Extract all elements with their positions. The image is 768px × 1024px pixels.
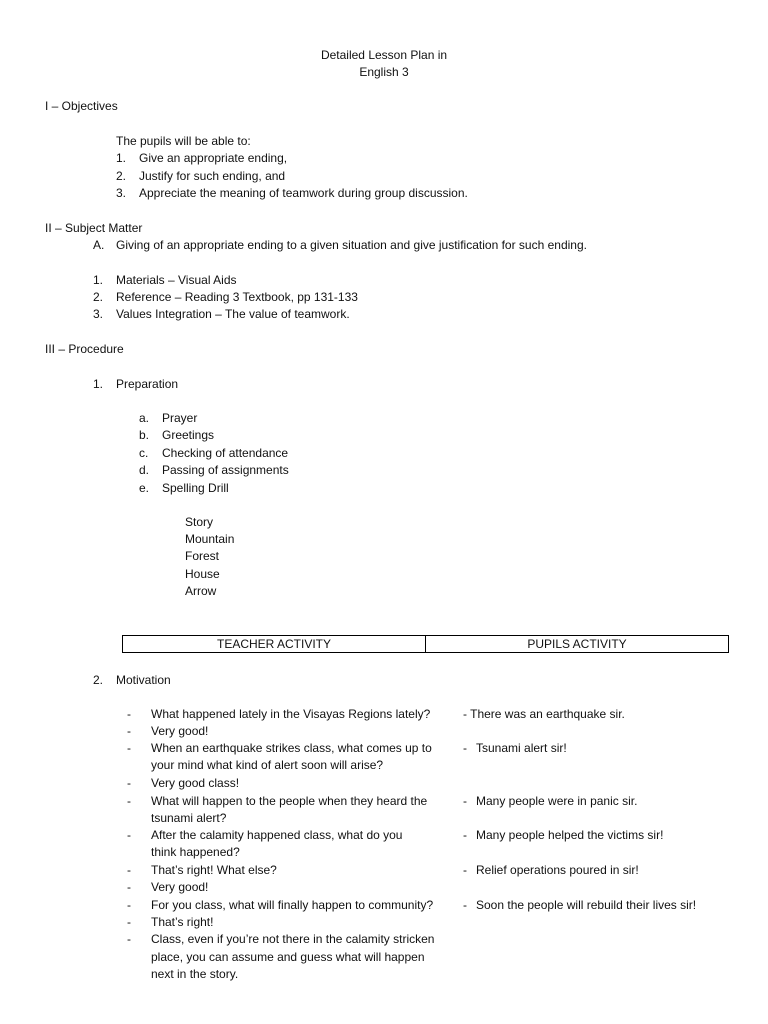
bullet-dash: - xyxy=(463,828,467,842)
bullet-dash: - xyxy=(127,915,131,929)
bullet-dash: - xyxy=(127,724,131,738)
bullet-dash: - xyxy=(127,707,131,721)
teacher-line: next in the story. xyxy=(151,967,239,981)
bullet-dash: - xyxy=(463,794,467,808)
pupil-line: Many people helped the victims sir! xyxy=(476,828,664,842)
pupil-line: Soon the people will rebuild their lives sir! xyxy=(476,898,697,912)
bullet-dash: - xyxy=(463,863,467,877)
teacher-line: That’s right! What else? xyxy=(151,863,277,877)
bullet-dash: - xyxy=(127,898,131,912)
bullet-dash: - xyxy=(127,880,131,894)
bullet-dash: - xyxy=(127,794,131,808)
teacher-line: For you class, what will finally happen to community? xyxy=(151,898,434,912)
teacher-line: place, you can assume and guess what will happen xyxy=(151,950,425,964)
teacher-line: think happened? xyxy=(151,845,240,859)
spelling-word: Mountain xyxy=(185,532,235,546)
preparation-heading: 1. Preparation xyxy=(93,377,179,391)
teacher-line: That’s right! xyxy=(151,915,214,929)
subject-matter-heading: II – Subject Matter xyxy=(45,221,143,235)
bullet-dash: - xyxy=(463,898,467,912)
objective-item-2: 2. Justify for such ending, and xyxy=(116,169,286,183)
objectives-intro: The pupils will be able to: xyxy=(116,134,251,148)
teacher-line: Very good! xyxy=(151,724,209,738)
teacher-line: After the calamity happened class, what do you xyxy=(151,828,403,842)
spelling-word: House xyxy=(185,567,220,581)
teacher-line: Class, even if you’re not there in the calamity stricken xyxy=(151,932,435,946)
teacher-line: What will happen to the people when they heard the xyxy=(151,794,428,808)
activity-table-header xyxy=(122,635,729,653)
bullet-dash: - xyxy=(463,741,467,755)
procedure-heading: III – Procedure xyxy=(45,342,124,356)
objectives-heading: I – Objectives xyxy=(45,99,118,113)
preparation-item-d: d. Passing of assignments xyxy=(139,463,289,477)
bullet-dash: - xyxy=(127,828,131,842)
title-line-2: English 3 xyxy=(359,65,409,79)
preparation-item-e: e. Spelling Drill xyxy=(139,481,229,495)
subject-item-2: 2. Reference – Reading 3 Textbook, pp 131-133 xyxy=(93,290,358,304)
preparation-item-b: b. Greetings xyxy=(139,428,215,442)
bullet-dash: - xyxy=(127,741,131,755)
teacher-line: your mind what kind of alert soon will arise? xyxy=(151,758,384,772)
teacher-line: When an earthquake strikes class, what comes up to xyxy=(151,741,432,755)
objective-item-1: 1. Give an appropriate ending, xyxy=(116,151,288,165)
pupil-line: Relief operations poured in sir! xyxy=(476,863,639,877)
teacher-activity-header: TEACHER ACTIVITY xyxy=(123,636,426,653)
spelling-word: Forest xyxy=(185,549,220,563)
objective-item-3: 3. Appreciate the meaning of teamwork during group discussion. xyxy=(116,186,468,200)
bullet-dash: - xyxy=(127,863,131,877)
title-line-1: Detailed Lesson Plan in xyxy=(320,48,448,62)
pupil-line: Tsunami alert sir! xyxy=(476,741,567,755)
subject-matter-a: A. Giving of an appropriate ending to a given situation and give justification for such ending. xyxy=(93,238,587,252)
subject-item-3: 3. Values Integration – The value of teamwork. xyxy=(93,307,350,321)
spelling-word: Arrow xyxy=(185,584,217,598)
teacher-line: tsunami alert? xyxy=(151,811,227,825)
motivation-heading: 2. Motivation xyxy=(93,673,171,687)
bullet-dash: - xyxy=(127,776,131,790)
pupils-activity-header: PUPILS ACTIVITY xyxy=(426,636,729,653)
preparation-item-a: a. Prayer xyxy=(139,411,198,425)
teacher-line: Very good! xyxy=(151,880,209,894)
subject-item-1: 1. Materials – Visual Aids xyxy=(93,273,237,287)
pupil-line: - There was an earthquake sir. xyxy=(463,707,625,721)
preparation-item-c: c. Checking of attendance xyxy=(139,446,289,460)
bullet-dash: - xyxy=(127,932,131,946)
teacher-line: Very good class! xyxy=(151,776,240,790)
pupil-line: Many people were in panic sir. xyxy=(476,794,638,808)
spelling-word: Story xyxy=(185,515,214,529)
teacher-line: What happened lately in the Visayas Regions lately? xyxy=(151,707,431,721)
